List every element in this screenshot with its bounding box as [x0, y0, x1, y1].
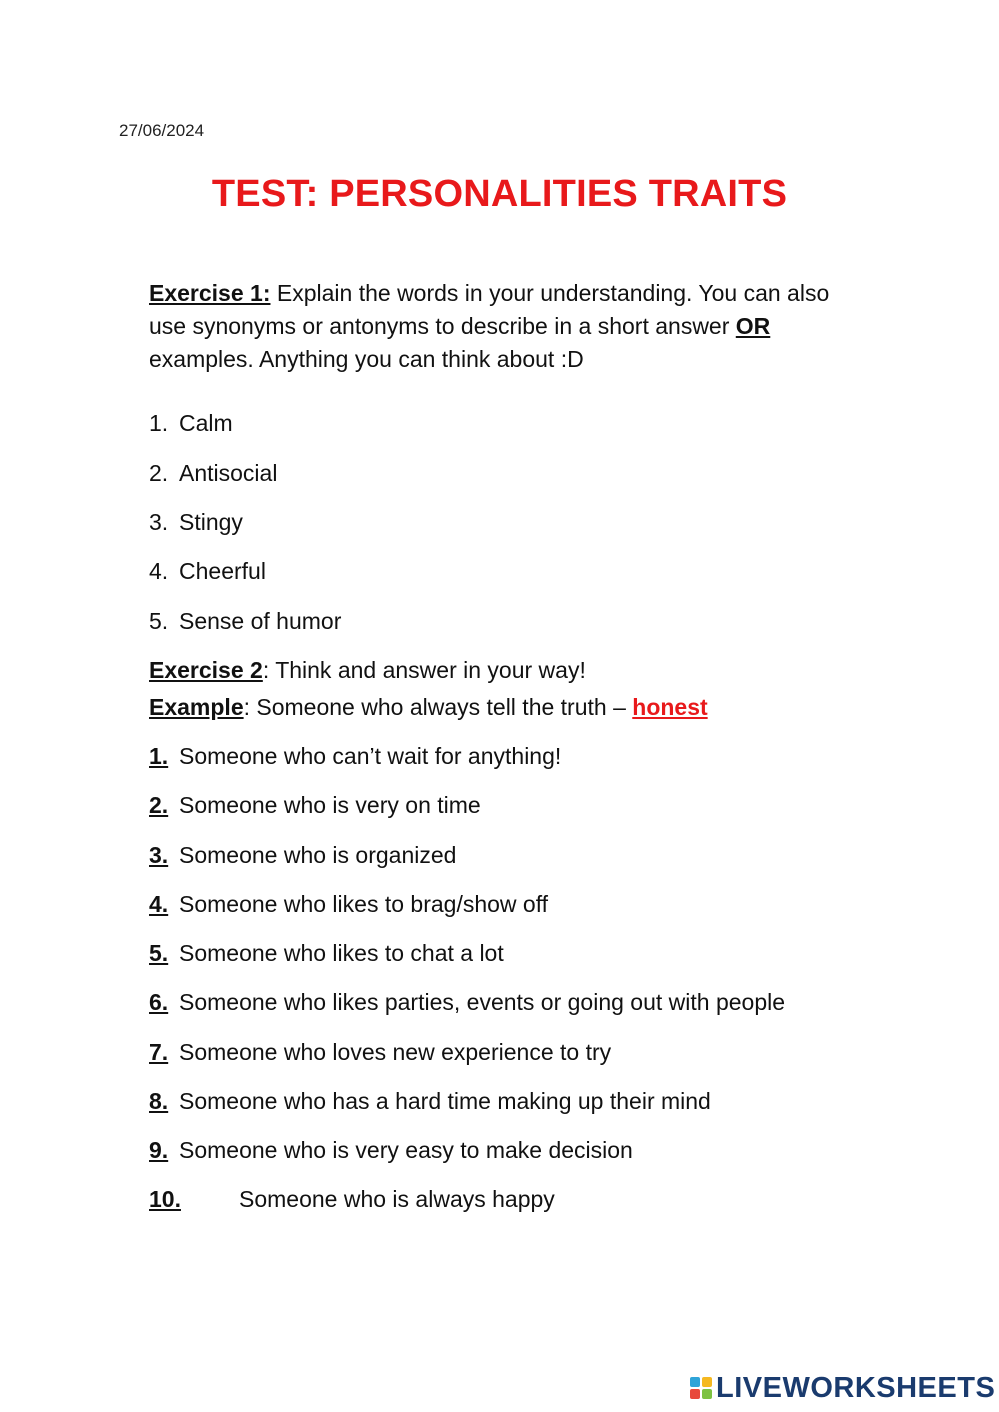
item-text: Someone who is very on time — [179, 792, 481, 818]
item-text: Cheerful — [179, 558, 266, 584]
list-item — [149, 987, 785, 1017]
logo-text: LIVEWORKSHEETS — [716, 1371, 996, 1404]
item-number: 6. — [149, 989, 169, 1015]
list-item — [149, 840, 456, 870]
logo-square — [702, 1377, 712, 1387]
list-item — [149, 1037, 611, 1067]
item-number: 2. — [149, 460, 169, 486]
exercise-1-instructions — [149, 277, 869, 376]
item-number: 3. — [149, 842, 169, 868]
item-text: Calm — [179, 410, 233, 436]
item-number: 8. — [149, 1088, 169, 1114]
exercise-2-instructions — [149, 655, 586, 685]
logo-square — [690, 1389, 700, 1399]
item-number: 5. — [149, 608, 169, 634]
item-number: 1. — [149, 743, 169, 769]
list-item — [149, 1086, 711, 1116]
list-item — [149, 938, 504, 968]
item-text: Someone who is organized — [179, 842, 457, 868]
date: 27/06/2024 — [119, 121, 205, 140]
logo-square — [690, 1377, 700, 1387]
logo-grid-icon — [690, 1377, 712, 1399]
list-item — [149, 889, 548, 919]
liveworksheets-logo — [690, 1372, 995, 1404]
item-number: 3. — [149, 509, 169, 535]
item-number: 5. — [149, 940, 169, 966]
exercise-1-text-a: Explain the words in your understanding. You can also use synonyms or antonyms to describe in a short answer — [149, 280, 830, 339]
exercise-1-text-b: examples. Anything you can think about :D — [149, 346, 584, 372]
list-item — [149, 556, 266, 586]
exercise-2-label: Exercise 2 — [149, 657, 263, 683]
item-text: Someone who loves new experience to try — [179, 1039, 612, 1065]
item-number: 2. — [149, 792, 169, 818]
item-number: 9. — [149, 1137, 169, 1163]
item-text: Antisocial — [179, 460, 278, 486]
list-item — [149, 458, 277, 488]
item-number: 4. — [149, 558, 169, 584]
item-text: Someone who likes parties, events or going out with people — [179, 989, 786, 1015]
example-line — [149, 692, 708, 722]
item-number: 1. — [149, 410, 169, 436]
item-number: 4. — [149, 891, 169, 917]
item-text: Someone who likes to brag/show off — [179, 891, 549, 917]
logo-square — [702, 1389, 712, 1399]
item-text: Someone who has a hard time making up their mind — [179, 1088, 711, 1114]
item-text: Someone who is very easy to make decision — [179, 1137, 633, 1163]
exercise-1-label: Exercise 1: — [149, 280, 271, 306]
list-item — [149, 1184, 555, 1214]
list-item — [149, 408, 233, 438]
example-answer: honest — [632, 694, 708, 720]
item-text: Sense of humor — [179, 608, 342, 634]
example-label: Example — [149, 694, 244, 720]
item-number: 7. — [149, 1039, 169, 1065]
list-item — [149, 1135, 633, 1165]
exercise-2-text: : Think and answer in your way! — [262, 657, 586, 683]
item-text: Someone who can’t wait for anything! — [179, 743, 562, 769]
item-number: 10. — [149, 1186, 181, 1212]
item-text: Someone who is always happy — [239, 1186, 555, 1212]
page-title: TEST: PERSONALITIES TRAITS — [211, 173, 788, 215]
list-item — [149, 790, 481, 820]
exercise-1-or: OR — [735, 313, 771, 339]
list-item — [149, 606, 341, 636]
list-item — [149, 507, 243, 537]
item-text: Someone who likes to chat a lot — [179, 940, 504, 966]
list-item — [149, 741, 561, 771]
example-text: : Someone who always tell the truth – — [243, 694, 633, 720]
item-text: Stingy — [179, 509, 243, 535]
